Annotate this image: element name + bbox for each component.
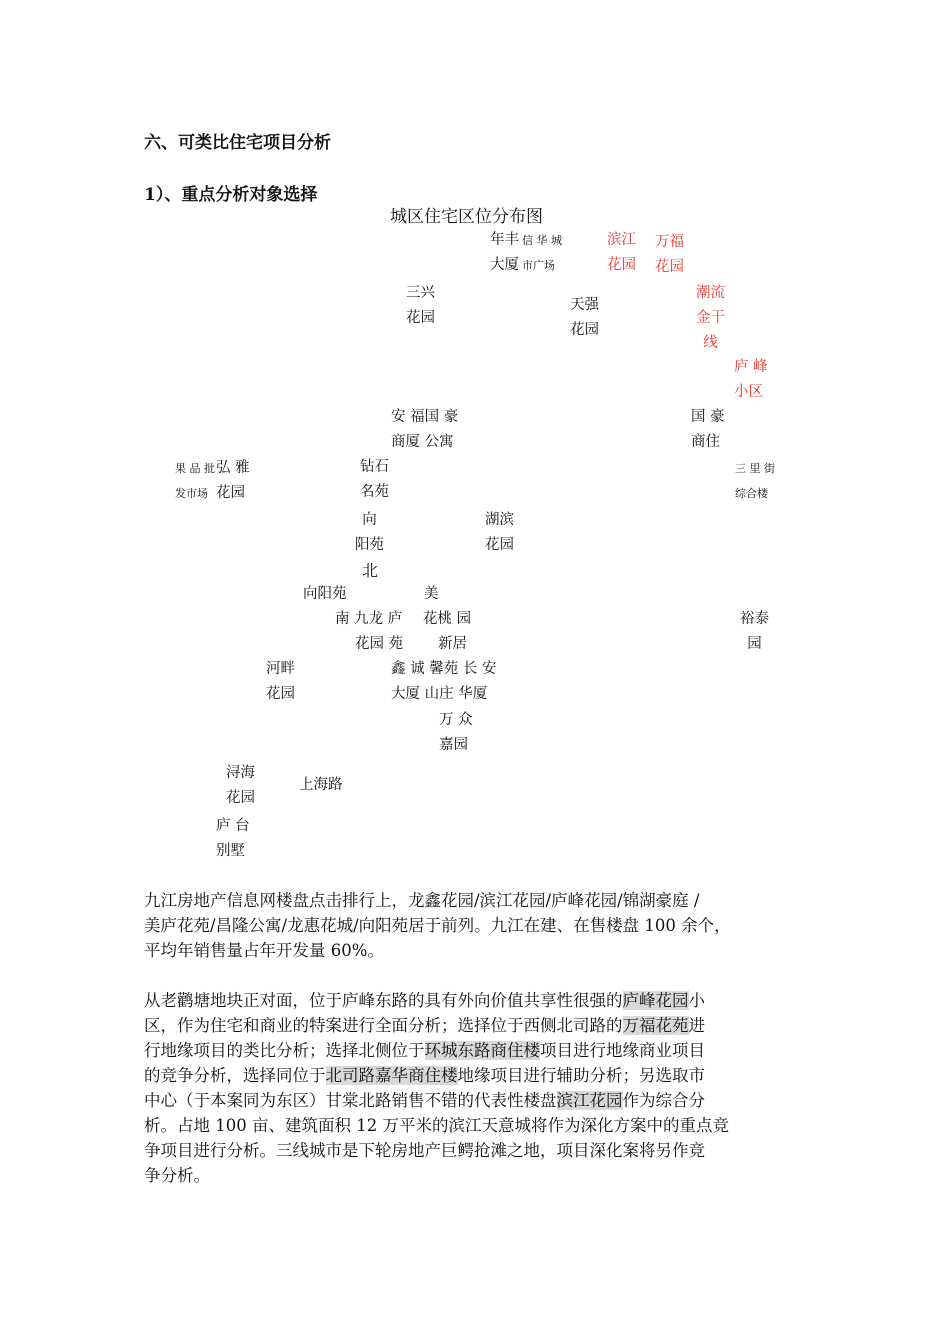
label-xiangyangyuan: 向阳苑 — [303, 586, 347, 602]
map-title: 城区住宅区位分布图 — [390, 207, 543, 227]
paragraph-ranking: 九江房地产信息网楼盘点击排行上，龙鑫花园/滨江花园/庐峰花园/锦湖豪庭 / 美庐花苑/昌隆公寓/龙惠花城/向阳苑居于前列。九江在建、在售楼盘 100 余个， 平均年销售量占年开发量 60%。 — [144, 891, 731, 960]
label-nianfeng-plaza: 年丰 大厦 — [490, 232, 519, 273]
label-guohao-residence: 国 豪 商住 — [691, 409, 725, 450]
label-hubin-garden: 湖滨 花园 — [485, 512, 514, 553]
highlight-wanfu-huayuan: 万福花苑 — [622, 1016, 689, 1035]
label-shanghai-road: 上海路 — [299, 777, 343, 793]
label-lufeng-estate: 庐 峰 小区 — [734, 359, 768, 400]
label-tianqiang-garden: 天强 花园 — [570, 297, 599, 338]
label-yutai-garden: 裕泰 园 — [740, 611, 769, 652]
label-xiangyang-garden: 向 阳苑 — [355, 512, 384, 553]
subsection-heading: 1）、重点分析对象选择 — [144, 185, 318, 205]
label-sanxing-garden: 三兴 花园 — [406, 285, 435, 326]
label-sanli-street-building: 三 里 街 综合楼 — [735, 462, 775, 500]
section-heading: 六、可类比住宅项目分析 — [144, 133, 331, 153]
label-nan-jiulong-lu: 南 九龙 庐 花园 苑 — [335, 611, 404, 652]
label-lutai-villa: 庐 台 别墅 — [216, 818, 250, 859]
label-binjiang-garden: 滨江 花园 — [607, 232, 636, 273]
label-xunhai-garden: 浔海 花园 — [226, 765, 255, 806]
label-fruit-market: 果 品 批 发市场 — [175, 462, 215, 500]
label-hepan-garden: 河畔 花园 — [266, 661, 295, 702]
highlight-binjiang-garden: 滨江花园 — [556, 1091, 623, 1110]
label-chaoliu-line: 潮流 金干 线 — [696, 285, 725, 351]
paragraph-analysis-targets: 从老鹳塘地块正对面，位于庐峰东路的具有外向价值共享性很强的庐峰花园小 区，作为住宅和商业的特案进行全面分析；选择位于西侧北司路的万福花苑进 行地缘项目的类比分析；选择北侧位于环城东路商住楼项目进行地缘商业项目 的竞争分析，选择同位于北司路嘉华商住楼地缘项目进行辅助分析；另选取市 中心（于本案同为东区）甘棠北路销售不错的代表性楼盘滨江花园作为综合分 析。占地 100 亩、建筑面积 12 万平米的滨江天意城将作为深化方案中的重点竞 争项目进行分析。三线城市是下轮房地产巨鳄抢滩之地，项目深化案将另作竞 争分析。 — [144, 991, 729, 1185]
label-hongya-garden: 弘 雅 花园 — [216, 460, 250, 501]
highlight-lufeng-garden: 庐峰花园 — [622, 991, 689, 1010]
label-mei: 美 — [424, 586, 439, 602]
north-marker: 北 — [362, 561, 379, 580]
label-taohua-xinju: 花桃 园 新居 — [423, 611, 472, 652]
highlight-huancheng-building: 环城东路商住楼 — [424, 1041, 540, 1060]
label-zuanshi-garden: 钻石 名苑 — [360, 459, 389, 500]
label-xinhua-city-plaza: 信 华 城 市广场 — [522, 234, 562, 272]
label-anfu-guohao: 安 福国 豪 商厦 公寓 — [391, 409, 459, 450]
highlight-beisi-jiahua-building: 北司路嘉华商住楼 — [325, 1066, 458, 1085]
label-wanfu-garden: 万福 花园 — [655, 234, 684, 275]
label-wanzhong-garden: 万 众 嘉园 — [439, 712, 473, 753]
label-xin-cheng-changan: 鑫 诚 馨苑 长 安 大厦 山庄 华厦 — [391, 661, 497, 702]
